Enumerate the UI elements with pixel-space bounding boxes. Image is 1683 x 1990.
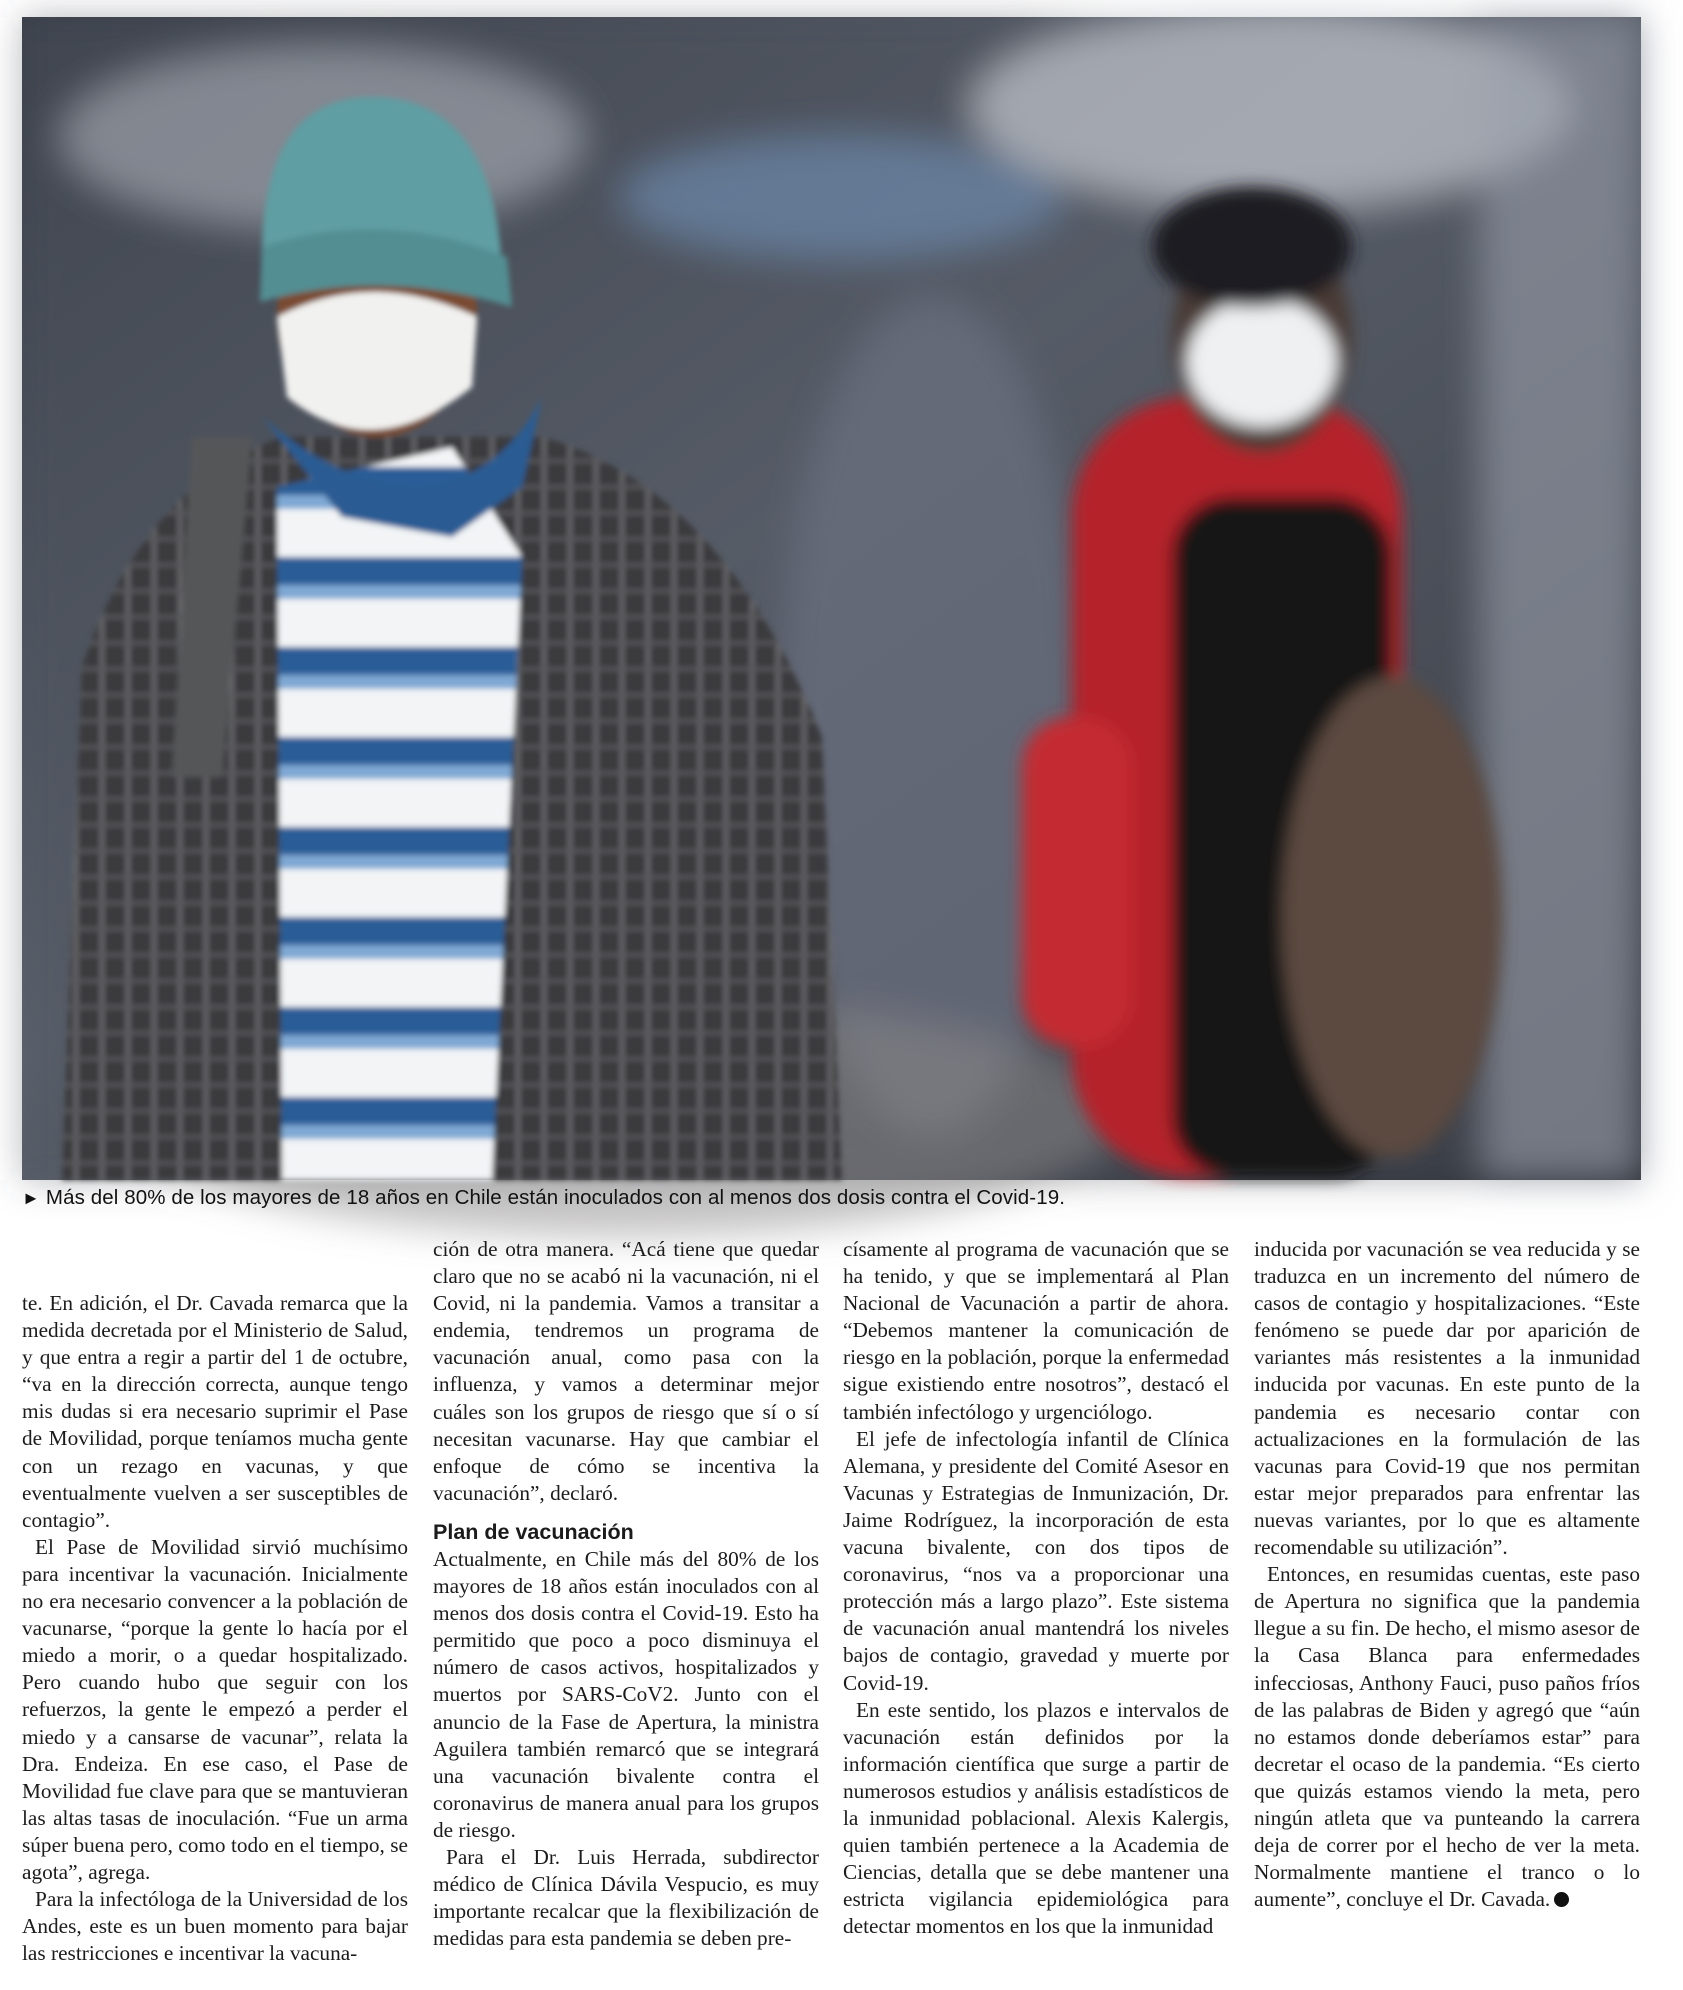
caption-marker-icon: ► xyxy=(22,1188,40,1208)
photo-caption xyxy=(22,1186,1641,1210)
paragraph: En este sentido, los plazos e intervalos de vacunación están definidos por la información científica que surge a partir de numerosos estudios y análisis estadísticos de la inmunidad poblacional. Alexis Kalergis, quien también pertenece a la Academia de Ciencias, detalla que se debe mantener una estricta vigilancia epidemiológica para detectar momentos en los que la inmunidad xyxy=(843,1697,1229,1939)
photo-two-masked-pedestrians-icon xyxy=(22,17,1641,1180)
paragraph: Para la infectóloga de la Universidad de los Andes, este es un buen momento para bajar las restricciones e incentivar la vacuna- xyxy=(22,1887,408,1966)
section-heading: Plan de vacunación xyxy=(433,1519,634,1544)
article-photo xyxy=(22,17,1641,1180)
article-column-4 xyxy=(1254,1236,1640,1936)
paragraph: ción de otra manera. “Acá tiene que quedar claro que no se acabó ni la vacunación, ni el Covid, ni la pandemia. Vamos a transitar a endemia, tendremos un programa de vacunación anual, como pasa con la influenza, y vamos a determinar mejor cuáles son los grupos de riesgo que sí o sí necesitan vacunarse. Hay que cambiar el enfoque de cómo se incentiva la vacunación”, declaró. xyxy=(433,1237,819,1505)
paragraph: El Pase de Movilidad sirvió muchísimo para incentivar la vacunación. Inicialmente no era necesario convencer a la población de vacunarse, “porque la gente lo hacía por el miedo a morir, o a quedar hospitalizado. Pero cuando hubo que seguir con los refuerzos, la gente le empezó a perder el miedo y a cansarse de vacunar”, relata la Dra. Endeiza. En ese caso, el Pase de Movilidad fue clave para que se mantuvieran las altas tasas de inoculación. “Fue un arma súper buena pero, como todo en el tiempo, se agota”, agrega. xyxy=(22,1534,408,1884)
paragraph: El jefe de infectología infantil de Clínica Alemana, y presidente del Comité Asesor en Vacunas y Estrategias de Inmunización, Dr. Jaime Rodríguez, la incorporación de esta vacuna bivalente, con dos tipos de coronavirus, “nos va a proporcionar una protección más a largo plazo”. Este sistema de vacunación anual mantendrá los niveles bajos de contagio, gravedad y muerte por Covid-19. xyxy=(843,1426,1229,1695)
article-column-3 xyxy=(843,1236,1229,1939)
paragraph xyxy=(1254,1561,1640,1913)
closing-paragraph-text: Entonces, en resumidas cuentas, este paso de Apertura no significa que la pandemia llegue a su fin. De hecho, el mismo asesor de la Casa Blanca para enfermedades infecciosas, Anthony Fauci, puso paños fríos de las palabras de Biden y agregó que “aún no estamos donde deberíamos estar” para decretar el ocaso de la pandemia. “Es cierto que quizás estamos viendo la meta, pero ningún atleta que va punteando la carrera deja de correr por el hecho de ver la meta. Normalmente mantiene el tranco o lo aumente”, concluye el Dr. Cavada. xyxy=(1254,1562,1640,1912)
end-of-article-icon xyxy=(1554,1892,1569,1907)
paragraph: te. En adición, el Dr. Cavada remarca que la medida decretada por el Ministerio de Salud, y que entra a regir a partir del 1 de octubre, “va en la dirección correcta, aunque tengo mis dudas si era necesario suprimir el Pase de Movilidad, porque teníamos mucha gente con un rezago en vacunas, y que eventualmente vuelven a ser susceptibles de contagio”. xyxy=(22,1291,408,1532)
paragraph: Para el Dr. Luis Herrada, subdirector médico de Clínica Dávila Vespucio, es muy importante recalcar que la flexibilización de medidas para esta pandemia se deben pre- xyxy=(433,1844,819,1951)
caption-text: Más del 80% de los mayores de 18 años en Chile están inoculados con al menos dos dosis contra el Covid-19. xyxy=(45,1186,1066,1209)
paragraph: inducida por vacunación se vea reducida y se traduzca en un incremento del número de casos de contagio y hospitalizaciones. “Este fenómeno se puede dar por aparición de variantes más resistentes a la inmunidad inducida por vacunas. En este punto de la pandemia es necesario contar con actualizaciones en la formulación de las vacunas para Covid-19 que nos permitan estar mejor preparados para enfrentar las nuevas variantes, por lo que es altamente recomendable su utilización”. xyxy=(1254,1237,1640,1560)
paragraph: císamente al programa de vacunación que se ha tenido, y que se implementará al Plan Nacional de Vacunación a partir de ahora. “Debemos mantener la comunicación de riesgo en la población, porque la enfermedad sigue existiendo entre nosotros”, destacó el también infectólogo y urgenciólogo. xyxy=(843,1237,1229,1424)
article-column-2 xyxy=(433,1236,819,1951)
article-column-1 xyxy=(22,1290,408,1990)
paragraph: Actualmente, en Chile más del 80% de los mayores de 18 años están inoculados con al menos dos dosis contra el Covid-19. Esto ha permitido que poco a poco disminuya el número de casos activos, hospitalizados y muertos por SARS-CoV2. Junto con el anuncio de la Fase de Apertura, la ministra Aguilera también remarcó que se integrará una vacunación bivalente contra el coronavirus de manera anual para los grupos de riesgo. xyxy=(433,1546,819,1842)
